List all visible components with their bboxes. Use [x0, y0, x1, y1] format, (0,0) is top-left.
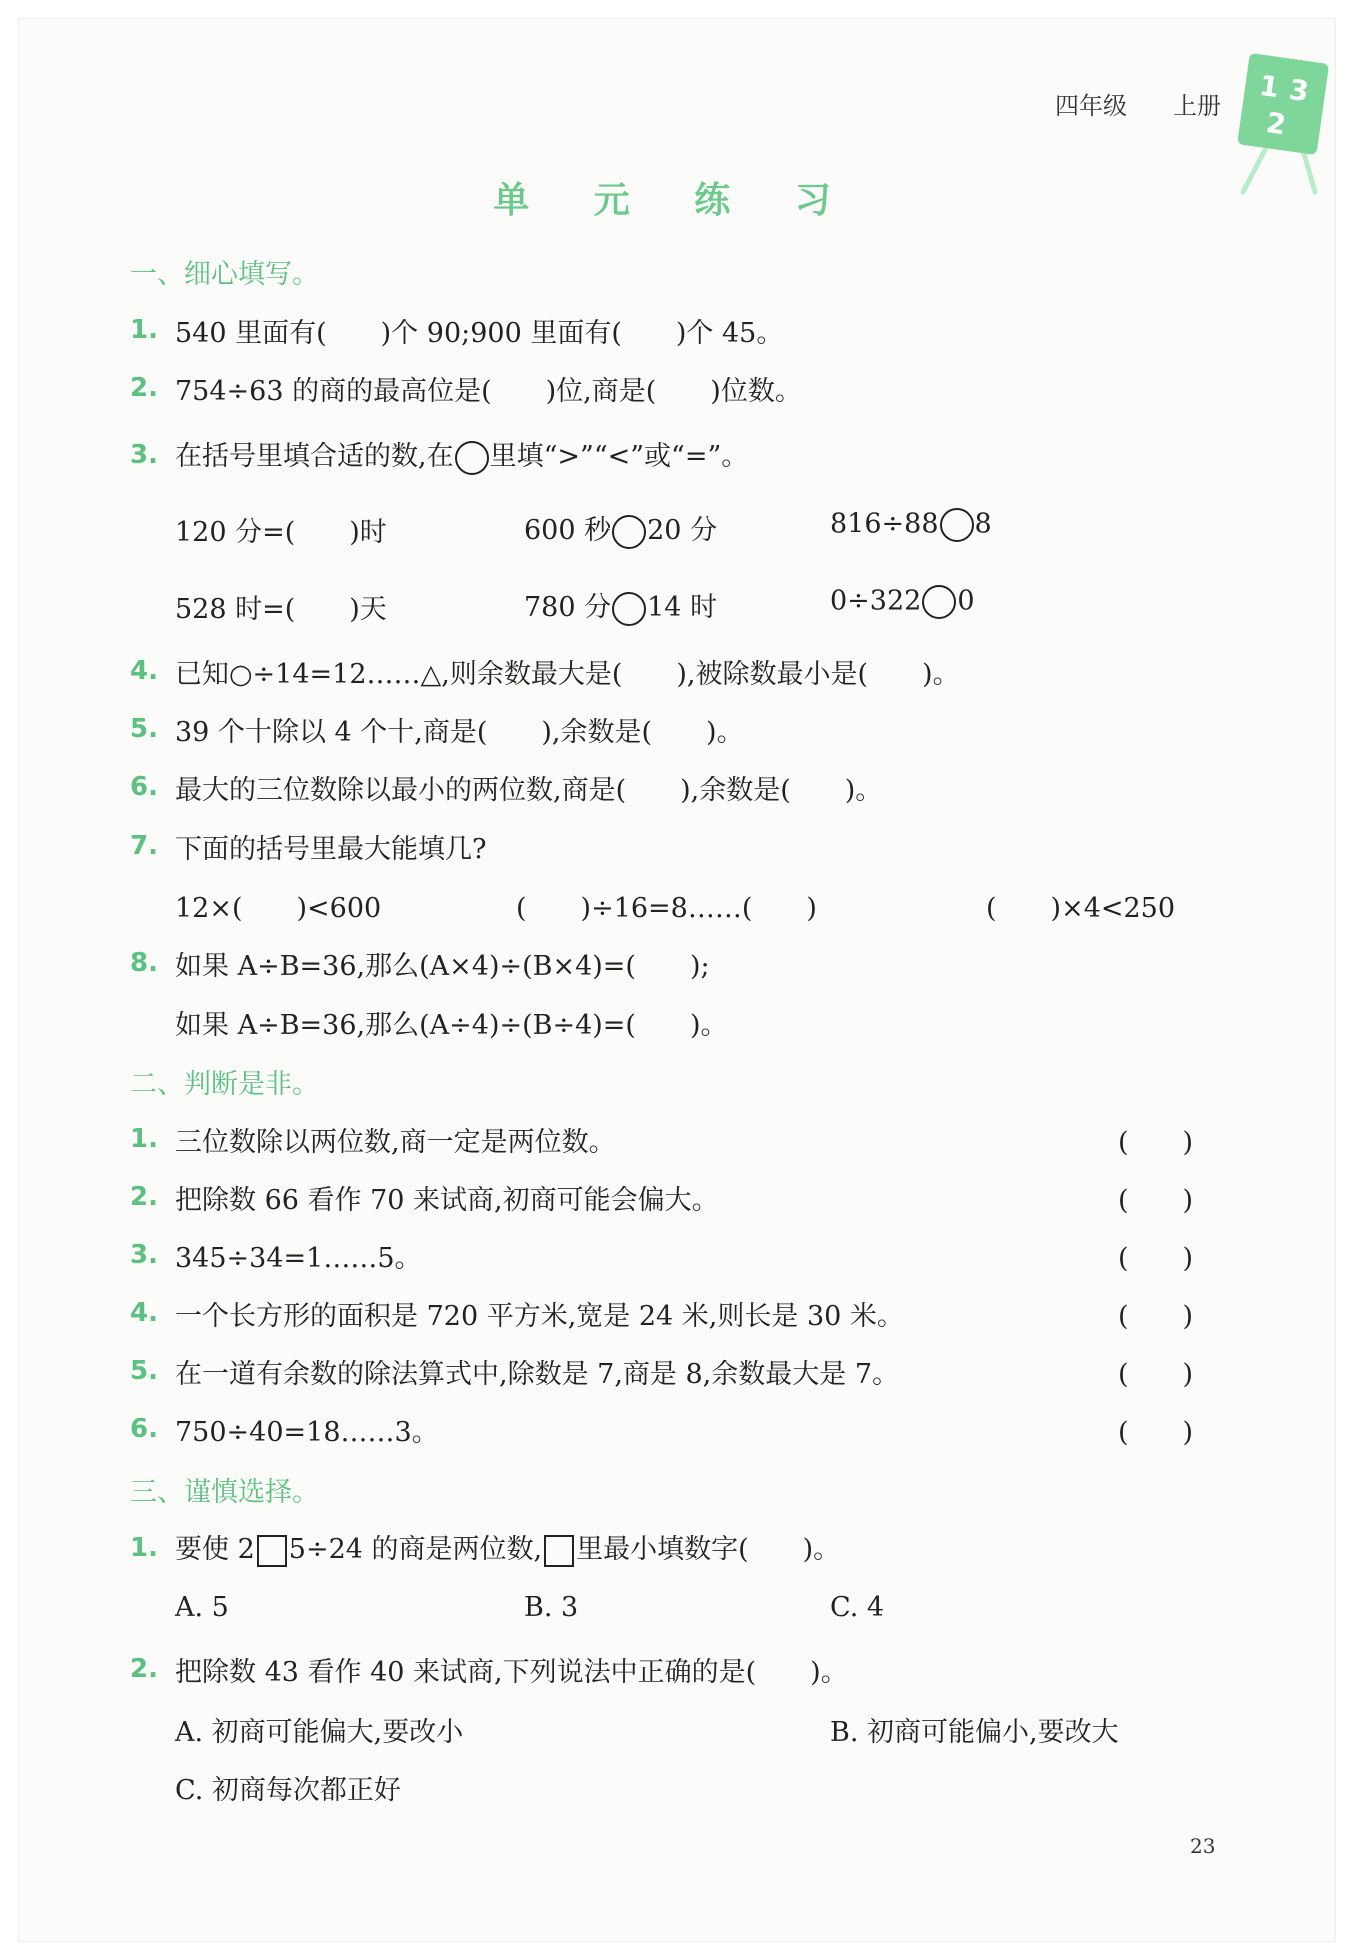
subquestion: 816÷88 8: [830, 508, 992, 542]
question-number: 5.: [130, 714, 158, 744]
comparison-circle[interactable]: [612, 515, 646, 549]
section-heading-choice: 三、谨慎选择。: [130, 1477, 319, 1508]
section-heading-judge: 二、判断是非。: [130, 1069, 319, 1100]
subquestion: 780 分 14 时: [524, 585, 717, 626]
question-number: 8.: [130, 948, 158, 978]
question-text: 754÷63 的商的最高位是( )位,商是( )位数。: [175, 376, 802, 407]
question-text: 三位数除以两位数,商一定是两位数。: [175, 1127, 616, 1158]
subquestion: ( )÷16=8……( ): [516, 893, 817, 924]
digit-box[interactable]: [257, 1535, 287, 1567]
comparison-circle[interactable]: [455, 441, 489, 475]
question-number: 2.: [130, 1654, 158, 1684]
question-number: 2.: [130, 373, 158, 403]
question-text: 39 个十除以 4 个十,商是( ),余数是( )。: [175, 717, 744, 748]
answer-parentheses[interactable]: ( ): [1118, 1417, 1194, 1448]
grade-label: 四年级: [1055, 92, 1127, 120]
question-text: 在一道有余数的除法算式中,除数是 7,商是 8,余数最大是 7。: [175, 1359, 900, 1390]
question-text: 540 里面有( )个 90;900 里面有( )个 45。: [175, 318, 784, 349]
answer-parentheses[interactable]: ( ): [1118, 1301, 1194, 1332]
question-text: 下面的括号里最大能填几?: [175, 834, 487, 865]
question-number: 1.: [130, 1124, 158, 1154]
question-text: 把除数 43 看作 40 来试商,下列说法中正确的是( )。: [175, 1657, 848, 1688]
badge-digit-3: 3: [1286, 72, 1311, 109]
question-text: 一个长方形的面积是 720 平方米,宽是 24 米,则长是 30 米。: [175, 1301, 904, 1332]
answer-parentheses[interactable]: ( ): [1118, 1185, 1194, 1216]
question-number: 4.: [130, 1298, 158, 1328]
option-a[interactable]: A. 初商可能偏大,要改小: [175, 1717, 464, 1748]
question-number: 5.: [130, 1356, 158, 1386]
page-title: 单 元 练 习: [493, 180, 857, 221]
question-text: 要使 2 5÷24 的商是两位数, 里最小填数字( )。: [175, 1534, 841, 1565]
question-number: 7.: [130, 831, 158, 861]
subquestion: 120 分=( )时: [175, 517, 387, 548]
badge-digit-1: 1: [1257, 68, 1282, 105]
question-number: 3.: [130, 440, 158, 470]
question-number: 6.: [130, 1414, 158, 1444]
subquestion: 12×( )<600: [175, 893, 382, 924]
question-text: 已知○÷14=12……△,则余数最大是( ),被除数最小是( )。: [175, 659, 960, 690]
question-number: 1.: [130, 315, 158, 345]
question-text: 在括号里填合适的数,在 里填“>”“<”或“=”。: [175, 434, 748, 475]
question-number: 3.: [130, 1240, 158, 1270]
option-b[interactable]: B. 3: [524, 1592, 579, 1623]
answer-parentheses[interactable]: ( ): [1118, 1127, 1194, 1158]
subquestion: 600 秒 20 分: [524, 508, 717, 549]
answer-parentheses[interactable]: ( ): [1118, 1243, 1194, 1274]
digit-box[interactable]: [544, 1535, 574, 1567]
question-text: 最大的三位数除以最小的两位数,商是( ),余数是( )。: [175, 775, 883, 806]
option-c[interactable]: C. 4: [830, 1592, 885, 1623]
page-number: 23: [1190, 1834, 1216, 1858]
subquestion: 528 时=( )天: [175, 594, 387, 625]
badge-digit-2: 2: [1264, 106, 1289, 142]
subquestion: 0÷322 0: [830, 585, 975, 619]
option-a[interactable]: A. 5: [175, 1592, 229, 1623]
comparison-circle[interactable]: [612, 592, 646, 626]
comparison-circle[interactable]: [940, 508, 974, 542]
question-text: 如果 A÷B=36,那么(A÷4)÷(B÷4)=( )。: [175, 1010, 728, 1041]
question-number: 1.: [130, 1533, 158, 1563]
volume-label: 上册: [1173, 92, 1221, 120]
option-c[interactable]: C. 初商每次都正好: [175, 1775, 401, 1806]
option-b[interactable]: B. 初商可能偏小,要改大: [830, 1717, 1119, 1748]
question-text: 345÷34=1……5。: [175, 1243, 422, 1274]
question-text: 750÷40=18……3。: [175, 1417, 439, 1448]
question-number: 4.: [130, 656, 158, 686]
question-text: 把除数 66 看作 70 来试商,初商可能会偏大。: [175, 1185, 719, 1216]
section-heading-fill: 一、细心填写。: [130, 259, 319, 290]
answer-parentheses[interactable]: ( ): [1118, 1359, 1194, 1390]
question-number: 2.: [130, 1182, 158, 1212]
comparison-circle[interactable]: [922, 585, 956, 619]
question-text: 如果 A÷B=36,那么(A×4)÷(B×4)=( );: [175, 951, 710, 982]
question-number: 6.: [130, 772, 158, 802]
subquestion: ( )×4<250: [986, 893, 1176, 924]
